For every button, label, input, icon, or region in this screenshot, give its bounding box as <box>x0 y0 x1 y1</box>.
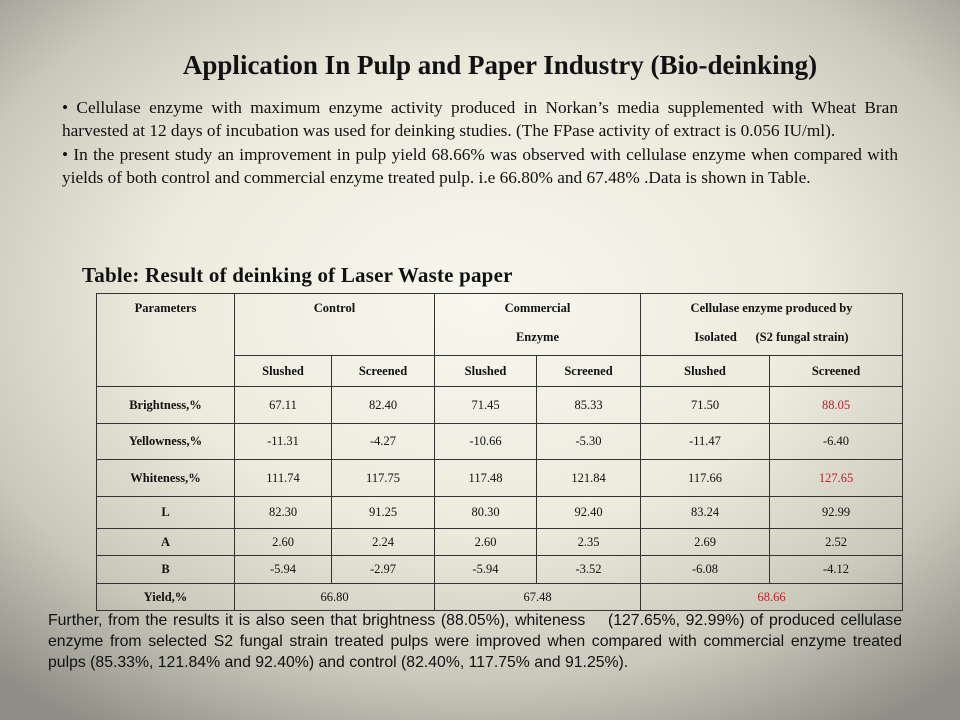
table-cell: -6.08 <box>641 556 770 584</box>
table-cell: -5.30 <box>537 424 641 460</box>
table-cell: -5.94 <box>435 556 537 584</box>
table-cell: 82.40 <box>332 387 435 424</box>
table-row <box>97 387 903 424</box>
table-cell: 117.48 <box>435 460 537 497</box>
table-cell: 67.11 <box>235 387 332 424</box>
table-cell: -4.27 <box>332 424 435 460</box>
table-cell: -5.94 <box>235 556 332 584</box>
row-label: A <box>97 529 235 556</box>
subheader-cell: Slushed <box>235 356 332 387</box>
table-cell: 67.48 <box>435 584 641 611</box>
table-cell: 2.60 <box>235 529 332 556</box>
table-row <box>97 497 903 529</box>
footer-paragraph <box>48 610 907 673</box>
table-row-yield <box>97 584 903 611</box>
table-cell: 82.30 <box>235 497 332 529</box>
table-cell-highlight: 68.66 <box>641 584 903 611</box>
table-cell: 2.35 <box>537 529 641 556</box>
table-row <box>97 556 903 584</box>
table-title: Table: Result of deinking of Laser Waste paper <box>82 263 513 287</box>
subheader-cell: Screened <box>332 356 435 387</box>
table-cell: 83.24 <box>641 497 770 529</box>
table-cell: 2.24 <box>332 529 435 556</box>
row-label: Yield,% <box>97 584 235 611</box>
table-cell: 71.45 <box>435 387 537 424</box>
table-cell: 121.84 <box>537 460 641 497</box>
table-cell: 2.60 <box>435 529 537 556</box>
header-commercial-enzyme: Commercial Enzyme <box>435 294 641 356</box>
table-cell: 92.99 <box>770 497 903 529</box>
table-cell: 117.75 <box>332 460 435 497</box>
table-cell: -2.97 <box>332 556 435 584</box>
table-cell-highlight: 127.65 <box>770 460 903 497</box>
table-cell: -4.12 <box>770 556 903 584</box>
table-row <box>97 424 903 460</box>
table-cell: -6.40 <box>770 424 903 460</box>
header-cellulase-enzyme: Cellulase enzyme produced by Isolated (S2 fungal strain) <box>641 294 903 356</box>
bullet-list <box>62 96 898 189</box>
row-label: Brightness,% <box>97 387 235 424</box>
table-cell-highlight: 88.05 <box>770 387 903 424</box>
subheader-cell: Screened <box>770 356 903 387</box>
table-cell: -3.52 <box>537 556 641 584</box>
table-cell: 71.50 <box>641 387 770 424</box>
row-label: L <box>97 497 235 529</box>
row-label: Whiteness,% <box>97 460 235 497</box>
table-cell: 85.33 <box>537 387 641 424</box>
table-cell: 2.69 <box>641 529 770 556</box>
table-cell: 66.80 <box>235 584 435 611</box>
bullet-item: • In the present study an improvement in pulp yield 68.66% was observed with cellulase enzyme when compared with yields of both control and commercial enzyme treated pulp. i.e 66.80% and 67.48% .Data is shown in Table. <box>62 145 898 187</box>
table-header-row <box>97 294 903 356</box>
header-parameters: Parameters <box>97 294 235 387</box>
subheader-cell: Screened <box>537 356 641 387</box>
table-cell: -11.47 <box>641 424 770 460</box>
table-cell: 92.40 <box>537 497 641 529</box>
table-row <box>97 529 903 556</box>
row-label: Yellowness,% <box>97 424 235 460</box>
table-cell: 111.74 <box>235 460 332 497</box>
table-cell: 91.25 <box>332 497 435 529</box>
table-cell: -11.31 <box>235 424 332 460</box>
row-label: B <box>97 556 235 584</box>
footer-text: Further, from the results it is also seen that brightness (88.05%), whiteness (127.65%, 92.99%) of produced cellulase enzyme from selected S2 fungal strain treated pulps were improved when compared with commercial enzyme treated pulps (85.33%, 121.84% and 92.40%) and control (82.40%, 117.75% and 91.25%). <box>48 612 907 671</box>
table-cell: 80.30 <box>435 497 537 529</box>
subheader-cell: Slushed <box>435 356 537 387</box>
header-control: Control <box>235 294 435 356</box>
table-cell: -10.66 <box>435 424 537 460</box>
table-row <box>97 460 903 497</box>
results-table <box>96 293 903 611</box>
table-cell: 2.52 <box>770 529 903 556</box>
subheader-cell: Slushed <box>641 356 770 387</box>
table-cell: 117.66 <box>641 460 770 497</box>
slide-title: Application In Pulp and Paper Industry (Bio-deinking) <box>182 50 818 80</box>
bullet-item: • Cellulase enzyme with maximum enzyme activity produced in Norkan’s media supplemented with Wheat Bran harvested at 12 days of incubation was used for deinking studies. (The FPase activity of extract is 0.056 IU/ml). <box>62 98 898 140</box>
